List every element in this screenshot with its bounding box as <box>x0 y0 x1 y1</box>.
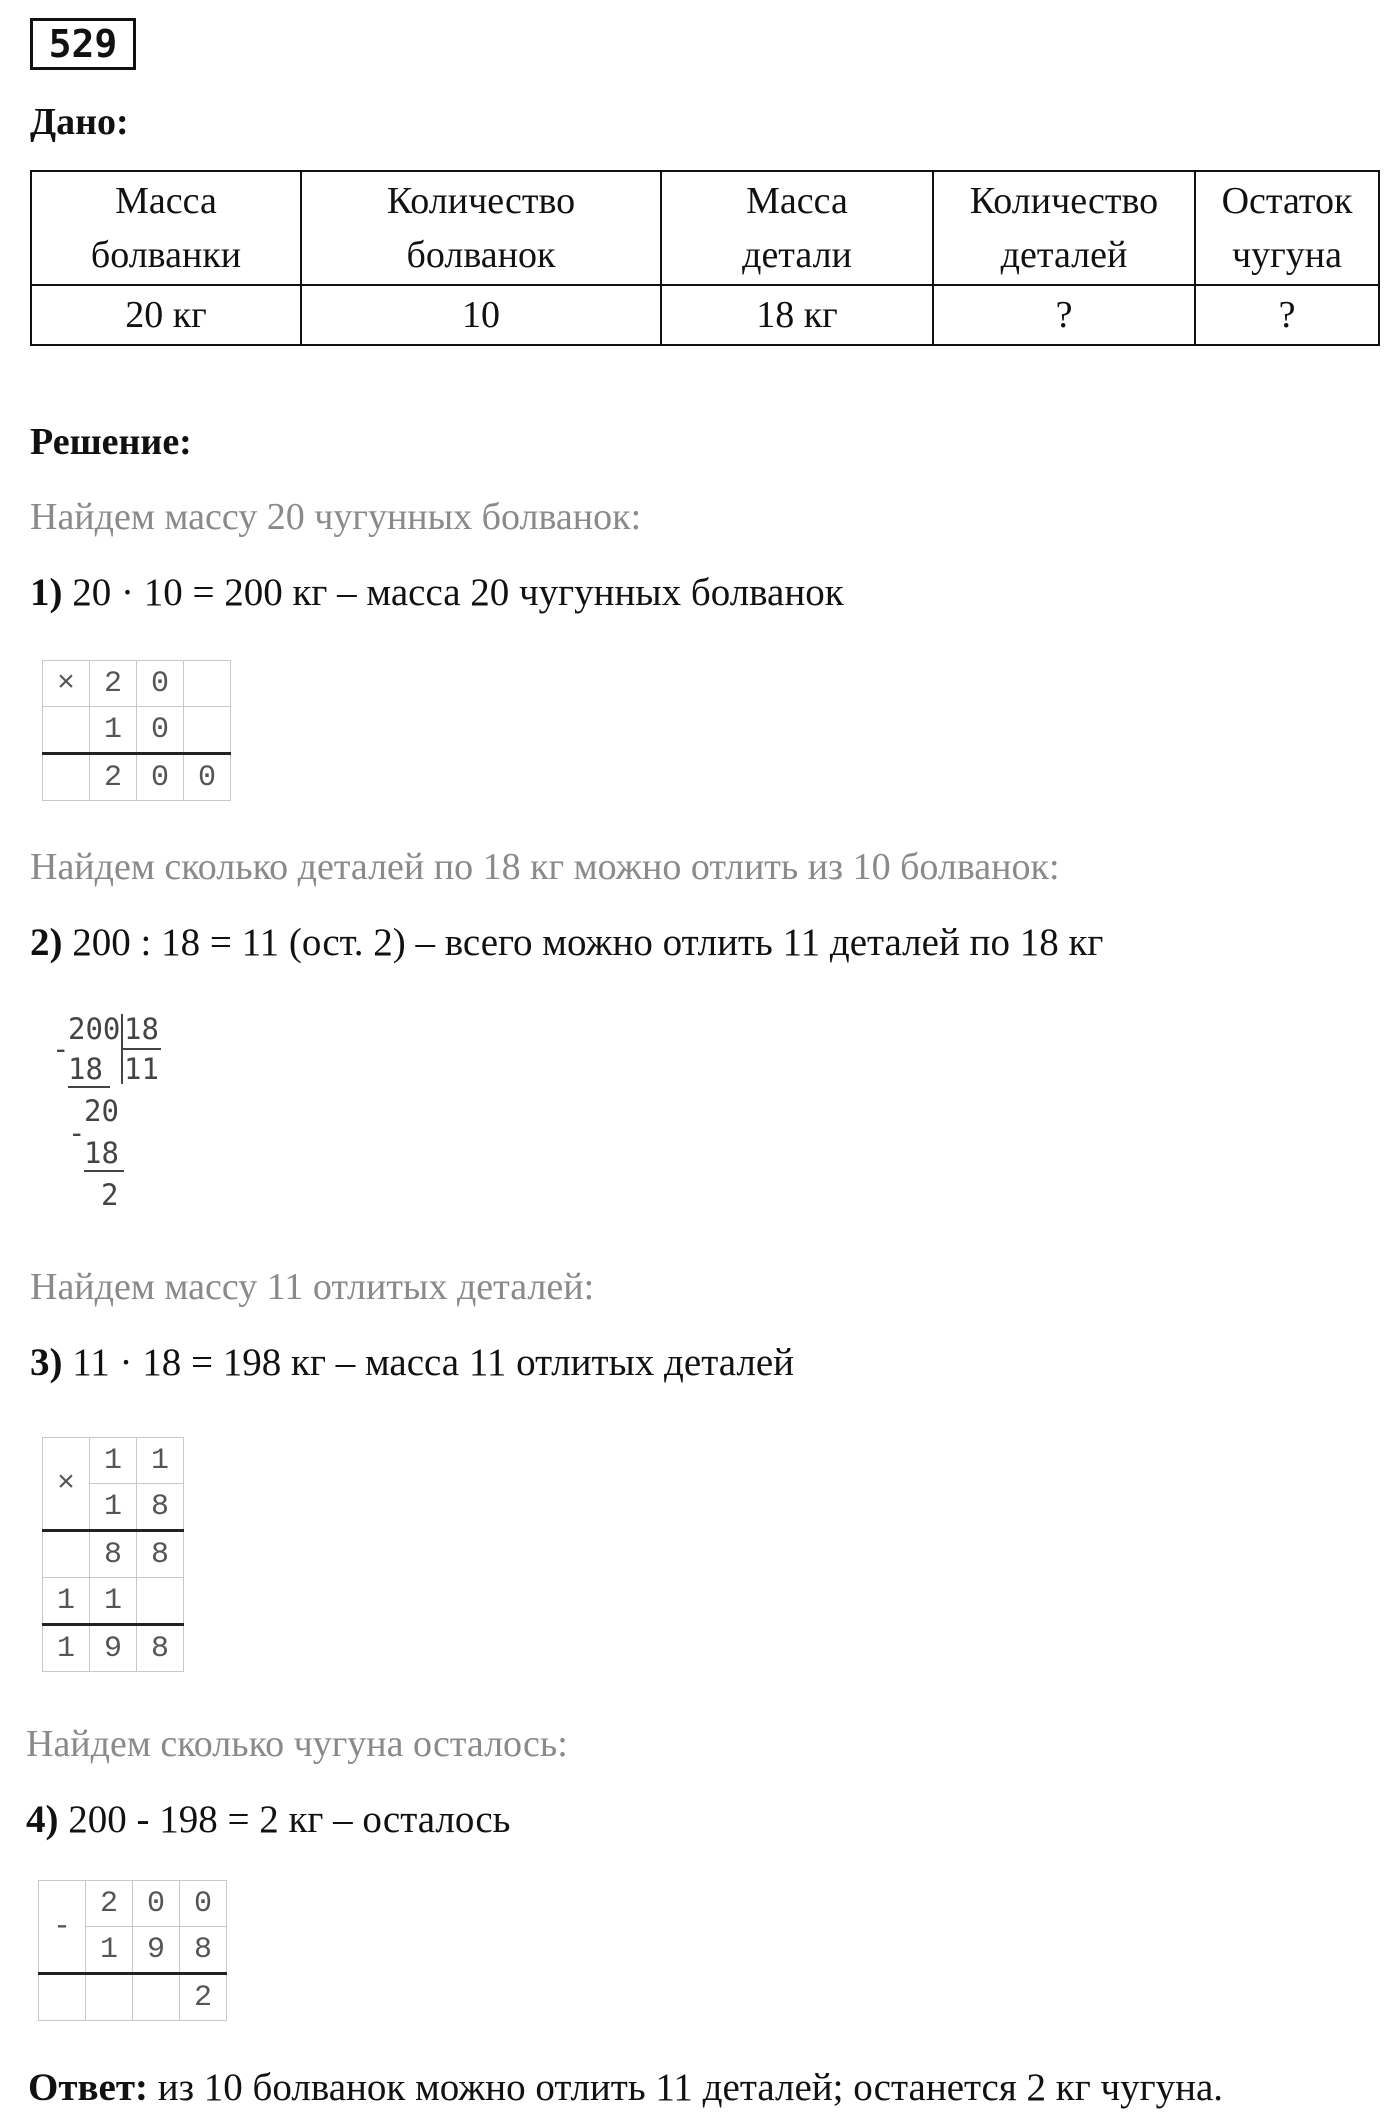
header-blank-count: Количество болванок <box>301 171 661 285</box>
solution-heading: Решение: <box>30 421 192 463</box>
step-1-expression: 20 · 10 = 200 кг – масса 20 чугунных болванок <box>72 571 844 614</box>
calc-1-cell: 1 <box>90 707 137 754</box>
calc-1-cell <box>184 661 231 707</box>
calc-1-multiplication <box>42 660 231 801</box>
calc-1-cell <box>43 707 90 754</box>
division-underline-2 <box>84 1170 124 1172</box>
division-quotient: 11 <box>124 1052 159 1086</box>
calc-3-cell: 8 <box>90 1531 137 1578</box>
calc-4-cell: 2 <box>86 1881 133 1927</box>
answer-line <box>28 2065 1223 2110</box>
calc-4-cell: 0 <box>180 1881 227 1927</box>
given-table-header-row <box>31 171 1379 285</box>
calc-3-cell: 8 <box>137 1625 184 1672</box>
value-part-count: ? <box>933 285 1195 345</box>
division-final-remainder: 2 <box>101 1178 119 1212</box>
division-subtrahend-2: 18 <box>84 1136 119 1170</box>
step-3-number: 3) <box>30 1341 63 1384</box>
calc-3-cell <box>137 1578 184 1625</box>
division-underline-1 <box>68 1086 110 1088</box>
calc-1-cell: 0 <box>137 707 184 754</box>
calc-1-cell <box>184 707 231 754</box>
calc-1-cell: 0 <box>137 661 184 707</box>
calc-3-cell: 1 <box>43 1578 90 1625</box>
step-1-line <box>30 570 844 615</box>
calc-4-cell: 9 <box>133 1927 180 1974</box>
given-heading: Дано: <box>30 101 129 143</box>
step-3-line <box>30 1340 794 1385</box>
calc-4-cell: 0 <box>133 1881 180 1927</box>
calc-1-cell: 0 <box>184 754 231 801</box>
division-divisor: 18 <box>124 1012 159 1046</box>
value-blank-mass: 20 кг <box>31 285 301 345</box>
calc-1-cell <box>43 754 90 801</box>
step-2-line <box>30 920 1103 965</box>
given-table-value-row <box>31 285 1379 345</box>
calc-1-cell: 2 <box>90 754 137 801</box>
given-table <box>30 170 1380 346</box>
calc-3-cell <box>43 1531 90 1578</box>
step-3-hint: Найдем массу 11 отлитых деталей: <box>30 1266 595 1308</box>
step-1-number: 1) <box>30 571 63 614</box>
calc-3-cell: × <box>43 1438 90 1531</box>
calc-1-cell: × <box>43 661 90 707</box>
task-number: 529 <box>30 18 136 70</box>
step-4-number: 4) <box>26 1798 59 1841</box>
header-part-mass: Масса детали <box>661 171 933 285</box>
calc-3-cell: 1 <box>90 1438 137 1484</box>
step-2-expression: 200 : 18 = 11 (ост. 2) – всего можно отлить 11 деталей по 18 кг <box>72 921 1104 964</box>
calc-3-cell: 1 <box>90 1578 137 1625</box>
step-4-line <box>26 1797 510 1842</box>
calc-3-cell: 8 <box>137 1531 184 1578</box>
calc-4-cell <box>39 1974 86 2021</box>
step-4-hint: Найдем сколько чугуна осталось: <box>26 1723 568 1765</box>
division-divisor-underline <box>121 1048 161 1050</box>
header-blank-mass: Масса болванки <box>31 171 301 285</box>
calc-4-cell: - <box>39 1881 86 1974</box>
calc-3-cell: 1 <box>90 1484 137 1531</box>
division-dividend: 200 <box>68 1012 121 1046</box>
calc-4-subtraction <box>38 1880 227 2021</box>
step-1-hint: Найдем массу 20 чугунных болванок: <box>30 496 642 538</box>
value-blank-count: 10 <box>301 285 661 345</box>
value-part-mass: 18 кг <box>661 285 933 345</box>
calc-3-cell: 8 <box>137 1484 184 1531</box>
calc-1-cell: 0 <box>137 754 184 801</box>
division-minus-2: - <box>68 1116 86 1150</box>
calc-3-cell: 1 <box>137 1438 184 1484</box>
long-division <box>52 1012 178 1232</box>
calc-1-cell: 2 <box>90 661 137 707</box>
answer-label: Ответ: <box>28 2066 149 2109</box>
calc-4-cell: 2 <box>180 1974 227 2021</box>
value-iron-remainder: ? <box>1195 285 1379 345</box>
calc-4-cell: 8 <box>180 1927 227 1974</box>
step-2-number: 2) <box>30 921 63 964</box>
calc-3-cell: 1 <box>43 1625 90 1672</box>
step-2-hint: Найдем сколько деталей по 18 кг можно отлить из 10 болванок: <box>30 846 1060 888</box>
calc-4-cell <box>86 1974 133 2021</box>
calc-4-cell: 1 <box>86 1927 133 1974</box>
answer-text: из 10 болванок можно отлить 11 деталей; останется 2 кг чугуна. <box>148 2066 1224 2109</box>
header-iron-remainder: Остаток чугуна <box>1195 171 1379 285</box>
division-minus-1: - <box>52 1032 70 1066</box>
step-4-expression: 200 - 198 = 2 кг – осталось <box>68 1798 511 1841</box>
division-subtrahend-1: 18 <box>68 1052 103 1086</box>
calc-3-multiplication <box>42 1437 184 1672</box>
division-remainder-1: 20 <box>84 1094 119 1128</box>
calc-3-cell: 9 <box>90 1625 137 1672</box>
header-part-count: Количество деталей <box>933 171 1195 285</box>
calc-4-cell <box>133 1974 180 2021</box>
step-3-expression: 11 · 18 = 198 кг – масса 11 отлитых деталей <box>72 1341 795 1384</box>
